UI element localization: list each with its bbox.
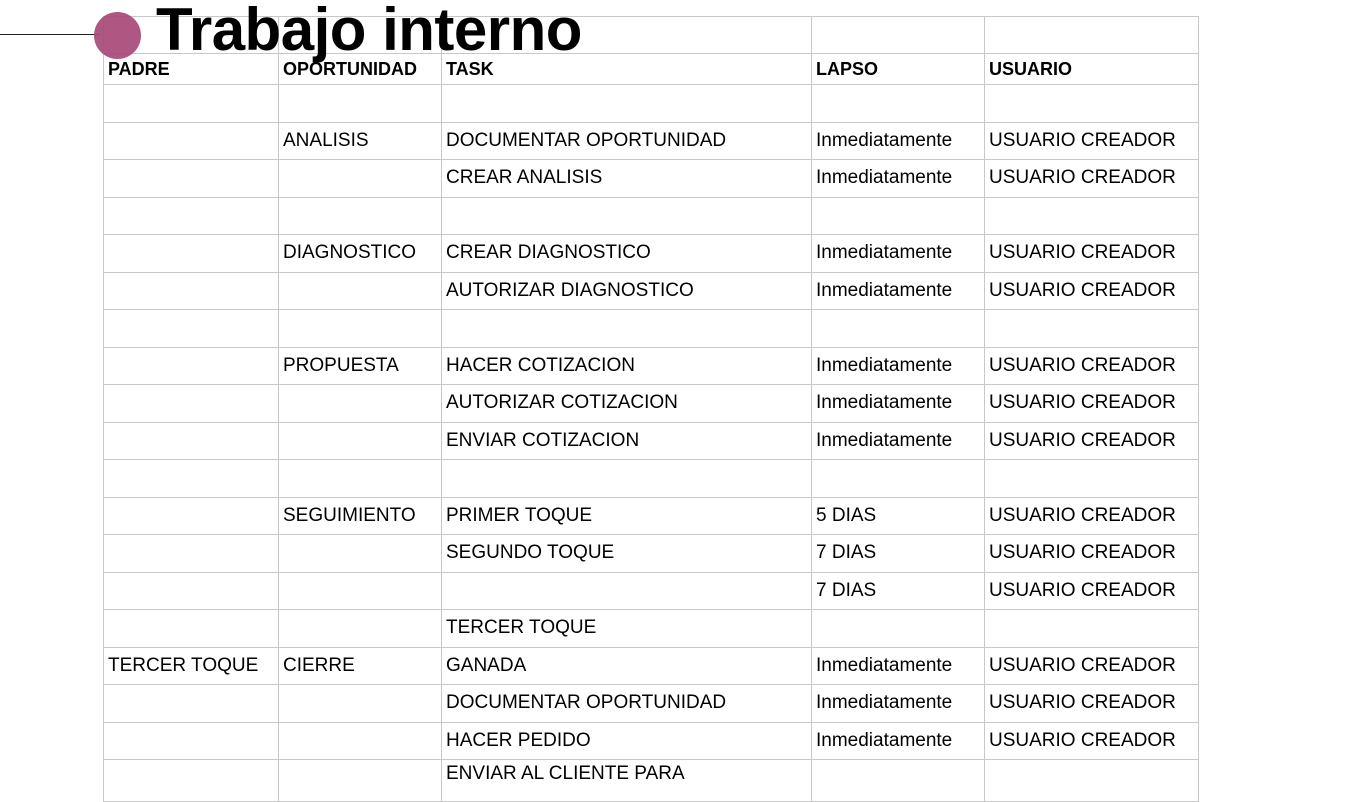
table-cell-lapso [812,310,985,348]
table-row [104,572,1199,610]
table-cell-task: DOCUMENTAR OPORTUNIDAD [442,122,812,160]
table-cell-padre [104,760,279,802]
table-cell-task: CREAR ANALISIS [442,160,812,198]
table-cell-lapso [812,197,985,235]
table-cell-lapso: Inmediatamente [812,122,985,160]
title-bullet-circle [94,12,141,59]
table-cell-task: TERCER TOQUE [442,610,812,648]
table-cell-oportunidad [279,610,442,648]
page-title: Trabajo interno [156,0,582,63]
table-cell-padre [104,235,279,273]
table-cell-oportunidad: ANALISIS [279,122,442,160]
table-cell-task: AUTORIZAR DIAGNOSTICO [442,272,812,310]
table-cell-lapso [812,460,985,498]
table-cell [812,17,985,54]
table-cell-usuario: USUARIO CREADOR [985,722,1199,760]
table-cell-lapso: Inmediatamente [812,272,985,310]
column-header-usuario: USUARIO [985,54,1199,85]
title-rule [0,34,100,35]
table-row [104,685,1199,723]
table-cell-usuario [985,310,1199,348]
table-cell-oportunidad [279,685,442,723]
table-cell-padre [104,347,279,385]
table-cell-usuario: USUARIO CREADOR [985,385,1199,423]
table-row [104,535,1199,573]
table-row [104,385,1199,423]
table-cell-padre: TERCER TOQUE [104,647,279,685]
table-cell-task: CREAR DIAGNOSTICO [442,235,812,273]
table-cell-oportunidad [279,760,442,802]
column-header-padre: PADRE [104,54,279,85]
table-cell-lapso: 7 DIAS [812,535,985,573]
table-cell-oportunidad [279,722,442,760]
table-cell-task: AUTORIZAR COTIZACION [442,385,812,423]
table-cell-padre [104,422,279,460]
table-cell-padre [104,122,279,160]
table-cell-lapso: Inmediatamente [812,722,985,760]
table-cell-usuario: USUARIO CREADOR [985,647,1199,685]
table-cell-oportunidad [279,85,442,123]
table-cell-task: ENVIAR AL CLIENTE PARA [442,760,812,802]
table-cell-padre [104,310,279,348]
table-row [104,197,1199,235]
table-cell-padre [104,685,279,723]
table-cell-task [442,460,812,498]
table-row [104,310,1199,348]
table-row [104,122,1199,160]
table-cell-oportunidad [279,272,442,310]
table-cell-padre [104,160,279,198]
table-row [104,460,1199,498]
table-cell-lapso: Inmediatamente [812,685,985,723]
table-row [104,760,1199,802]
table-cell-lapso: Inmediatamente [812,422,985,460]
table-cell [985,17,1199,54]
table-cell-padre [104,385,279,423]
table-cell-padre [104,85,279,123]
table-cell-lapso [812,85,985,123]
column-header-task: TASK [442,54,812,85]
table-cell-padre [104,722,279,760]
table-cell-oportunidad: DIAGNOSTICO [279,235,442,273]
column-header-lapso: LAPSO [812,54,985,85]
table-cell-usuario: USUARIO CREADOR [985,497,1199,535]
table-cell-usuario: USUARIO CREADOR [985,272,1199,310]
table-cell-usuario: USUARIO CREADOR [985,535,1199,573]
column-header-oportunidad: OPORTUNIDAD [279,54,442,85]
table-row [104,235,1199,273]
table-row [104,160,1199,198]
table-row [104,347,1199,385]
table-cell-task: GANADA [442,647,812,685]
table-cell-task: HACER PEDIDO [442,722,812,760]
table-cell-lapso: 7 DIAS [812,572,985,610]
table-cell-usuario: USUARIO CREADOR [985,122,1199,160]
table-cell-usuario [985,760,1199,802]
table-cell-oportunidad [279,460,442,498]
table-cell-padre [104,610,279,648]
table-row [104,722,1199,760]
table-cell-task [442,310,812,348]
table-cell-oportunidad [279,572,442,610]
table-cell-usuario: USUARIO CREADOR [985,160,1199,198]
table-cell-task: HACER COTIZACION [442,347,812,385]
table-cell-oportunidad: PROPUESTA [279,347,442,385]
table-cell-usuario [985,460,1199,498]
table-row [104,610,1199,648]
table-cell-usuario [985,85,1199,123]
table-cell-task [442,197,812,235]
table-row [104,422,1199,460]
table-cell-usuario: USUARIO CREADOR [985,235,1199,273]
table-cell-lapso: Inmediatamente [812,385,985,423]
table-cell-lapso: Inmediatamente [812,347,985,385]
table-cell-usuario: USUARIO CREADOR [985,422,1199,460]
table-cell-oportunidad [279,197,442,235]
table-cell-oportunidad [279,160,442,198]
table-cell-usuario: USUARIO CREADOR [985,685,1199,723]
table-cell-padre [104,535,279,573]
table-cell-lapso: Inmediatamente [812,647,985,685]
table-cell-oportunidad: CIERRE [279,647,442,685]
table-cell-padre [104,272,279,310]
table-cell-task [442,85,812,123]
table-cell-oportunidad [279,310,442,348]
table-cell-oportunidad: SEGUIMIENTO [279,497,442,535]
table-row [104,647,1199,685]
table-cell-usuario: USUARIO CREADOR [985,347,1199,385]
table-cell-oportunidad [279,385,442,423]
table-cell-usuario [985,610,1199,648]
table-cell-usuario [985,197,1199,235]
table-cell-lapso: 5 DIAS [812,497,985,535]
table-cell-task: SEGUNDO TOQUE [442,535,812,573]
table-cell-lapso: Inmediatamente [812,235,985,273]
table-row [104,85,1199,123]
table-cell-lapso [812,610,985,648]
table-cell-lapso [812,760,985,802]
task-table [103,16,1199,802]
table-cell-task: ENVIAR COTIZACION [442,422,812,460]
table-cell-usuario: USUARIO CREADOR [985,572,1199,610]
table-row [104,272,1199,310]
table-cell-oportunidad [279,422,442,460]
table-cell-task: DOCUMENTAR OPORTUNIDAD [442,685,812,723]
table-cell-padre [104,572,279,610]
table-cell-padre [104,460,279,498]
table-cell-padre [104,497,279,535]
table-row [104,497,1199,535]
table-cell-task [442,572,812,610]
table-cell-task: PRIMER TOQUE [442,497,812,535]
table-cell-padre [104,197,279,235]
table-cell-lapso: Inmediatamente [812,160,985,198]
table-cell-oportunidad [279,535,442,573]
